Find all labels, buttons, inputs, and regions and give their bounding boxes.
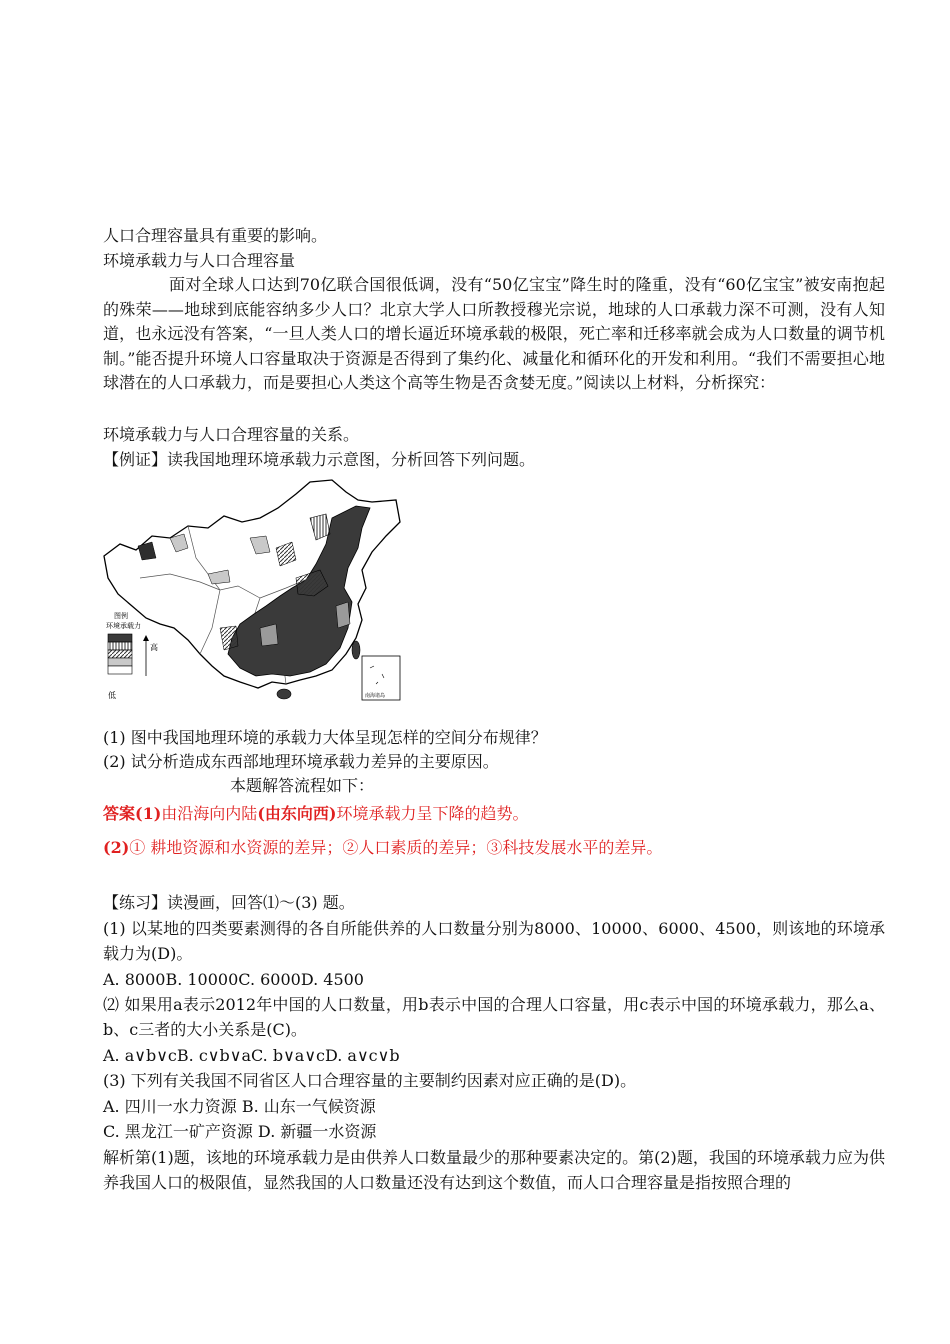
legend-high: 高 <box>150 643 158 652</box>
example-heading: 【例证】读我国地理环境承载力示意图，分析回答下列问题。 <box>103 450 536 469</box>
question-2: (2) 试分析造成东西部地理环境承载力差异的主要原因。 <box>103 752 499 771</box>
answer-line-1 <box>103 804 528 824</box>
question-1: (1) 图中我国地理环境的承载力大体呈现怎样的空间分布规律？ <box>103 728 547 747</box>
analysis-paragraph: 解析第(1)题，该地的环境承载力是由供养人口数量最少的那种要素决定的。第(2)题，我国的环境承载力应为供养我国人口的极限值，显然我国的人口数量还没有达到这个数值，而人口合理容量是指按照合理的 <box>103 1148 885 1192</box>
answer-1-part-a: 由沿海向内陆 <box>161 804 258 823</box>
answer-2-number: (2) <box>103 838 130 857</box>
answer-1-part-c: 环境承载力呈下降的趋势。 <box>336 804 529 823</box>
text-line: 环境承载力与人口合理容量的关系。 <box>103 425 360 444</box>
china-carrying-capacity-map <box>100 478 405 706</box>
legend-subtitle: 环境承载力 <box>106 622 141 630</box>
exercise-question-1-options: A. 8000B. 10000C. 6000D. 4500 <box>103 970 364 989</box>
exercise-question-2-options: A. a∨b∨cB. c∨b∨aC. b∨a∨cD. a∨c∨b <box>103 1046 400 1065</box>
answer-line-2 <box>103 838 662 858</box>
exercise-question-3-options-cd: C. 黑龙江一矿产资源 D. 新疆一水资源 <box>103 1122 377 1141</box>
legend-title: 图例 <box>114 612 128 620</box>
answer-1-part-b: (由东向西) <box>257 804 337 823</box>
answer-label: 答案 <box>103 804 136 823</box>
text-line: 人口合理容量具有重要的影响。 <box>103 226 328 245</box>
exercise-heading: 【练习】读漫画，回答⑴～(3) 题。 <box>103 893 355 912</box>
answer-2-text: ① 耕地资源和水资源的差异；②人口素质的差异；③科技发展水平的差异。 <box>129 838 663 857</box>
exercise-question-1: (1) 以某地的四类要素测得的各自所能供养的人口数量分别为8000、10000、6000、4500，则该地的环境承载力为(D)。 <box>103 919 885 963</box>
answer-1-number: (1) <box>135 804 162 823</box>
exercise-question-2: ⑵ 如果用a表示2012年中国的人口数量，用b表示中国的合理人口容量，用c表示中国的环境承载力，那么a、b、c三者的大小关系是(C)。 <box>103 995 885 1039</box>
exercise-question-3-options-ab: A. 四川一水力资源 B. 山东一气候资源 <box>103 1097 376 1116</box>
material-paragraph: 面对全球人口达到70亿联合国很低调，没有“50亿宝宝”降生时的隆重，没有“60亿宝宝”被安南抱起的殊荣——地球到底能容纳多少人口？北京大学人口所教授穆光宗说，地球的人口承载力深不可测，没有人知道，也永远没有答案，“一旦人类人口的增长逼近环境承载的极限，死亡率和迁移率就会成为人口数量的调节机制。”能否提升环境人口容量取决于资源是否得到了集约化、减量化和循环化的开发和利用。“我们不需要担心地球潜在的人口承载力，而是要担心人类这个高等生物是否贪婪无度。”阅读以上材料，分析探究： <box>103 275 885 392</box>
inset-label: 南海诸岛 <box>365 693 386 699</box>
section-heading: 环境承载力与人口合理容量 <box>103 251 296 270</box>
exercise-question-3: (3) 下列有关我国不同省区人口合理容量的主要制约因素对应正确的是(D)。 <box>103 1071 637 1090</box>
flow-text: 本题解答流程如下： <box>230 776 375 795</box>
legend-low: 低 <box>108 691 116 700</box>
legend-swatches <box>108 634 132 674</box>
